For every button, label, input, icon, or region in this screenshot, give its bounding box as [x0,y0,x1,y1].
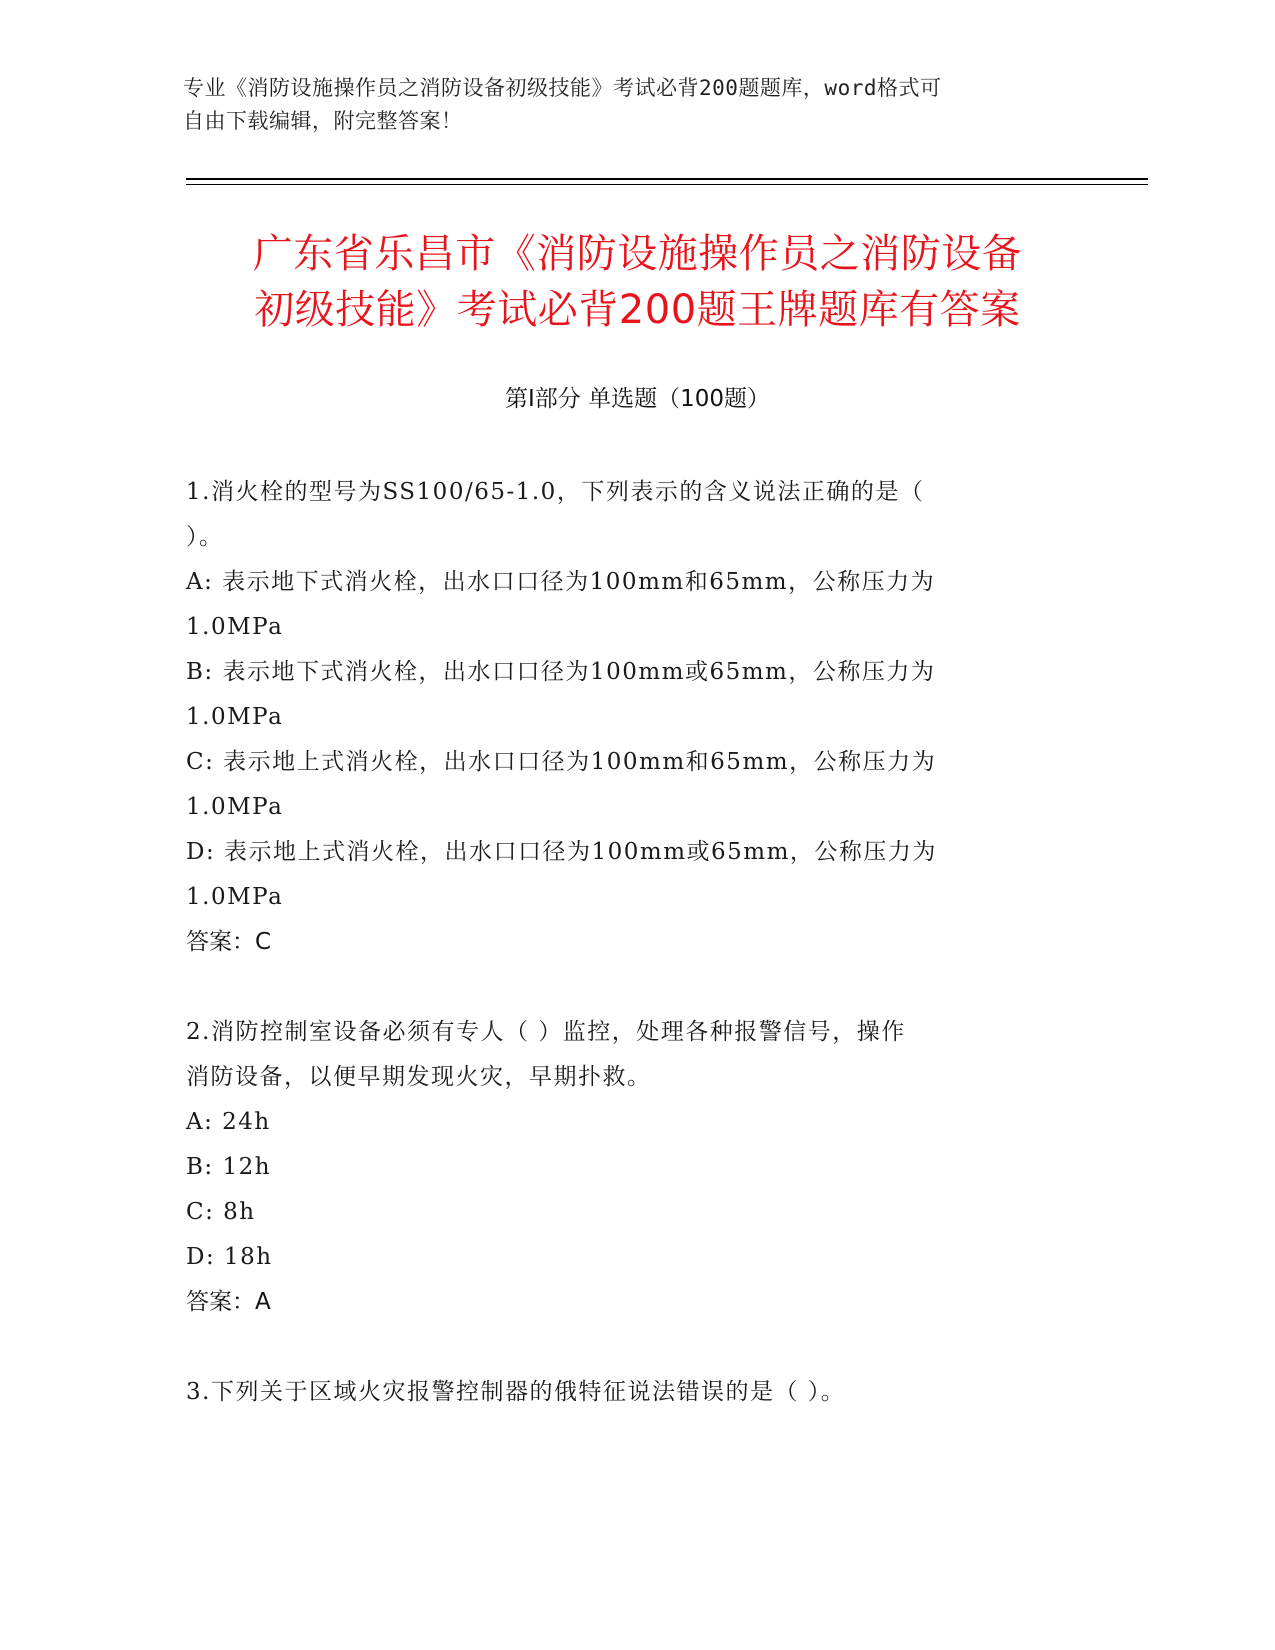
option-b-line: B: 表示地下式消火栓，出水口口径为100mm或65mm，公称压力为 [186,659,936,685]
question-stem-line: 1.消火栓的型号为SS100/65-1.0，下列表示的含义说法正确的是（ [186,479,925,505]
option-d-line: 1.0MPa [186,884,284,910]
header-note [183,72,1063,138]
question-3 [186,1370,1046,1415]
document-title-line-1: 广东省乐昌市《消防设施操作员之消防设备 [252,231,1023,277]
header-note-line-2: 自由下载编辑，附完整答案！ [183,109,463,133]
question-list [186,470,1046,1460]
option-b-line: B: 12h [186,1154,272,1180]
question-2 [186,1010,1046,1325]
option-c-line: C: 表示地上式消火栓，出水口口径为100mm和65mm，公称压力为 [186,749,937,775]
option-a-line: A: 24h [186,1109,271,1135]
document-title [150,226,1125,338]
option-c-line: 1.0MPa [186,794,284,820]
section-title: 第I部分 单选题（100题） [505,386,770,412]
header-rule-thick [186,178,1148,180]
answer-line: 答案：A [186,1289,271,1315]
header-rule-thin [186,184,1148,185]
option-c-line: C: 8h [186,1199,256,1225]
question-stem-line: 2.消防控制室设备必须有专人（ ）监控，处理各种报警信号，操作 [186,1019,906,1045]
option-b-line: 1.0MPa [186,704,284,730]
answer-line: 答案：C [186,929,272,955]
option-d-line: D: 表示地上式消火栓，出水口口径为100mm或65mm，公称压力为 [186,839,937,865]
option-a-line: 1.0MPa [186,614,284,640]
document-title-line-2: 初级技能》考试必背200题王牌题库有答案 [254,287,1021,333]
question-stem-line: 3.下列关于区域火灾报警控制器的俄特征说法错误的是（ ）。 [186,1379,846,1405]
question-stem-line: 消防设备，以便早期发现火灾，早期扑救。 [186,1064,652,1090]
option-a-line: A: 表示地下式消火栓，出水口口径为100mm和65mm，公称压力为 [186,569,936,595]
question-stem-line: ）。 [186,524,224,550]
option-d-line: D: 18h [186,1244,273,1270]
question-1 [186,470,1046,965]
header-note-line-1: 专业《消防设施操作员之消防设备初级技能》考试必背200题题库，word格式可 [183,76,942,100]
